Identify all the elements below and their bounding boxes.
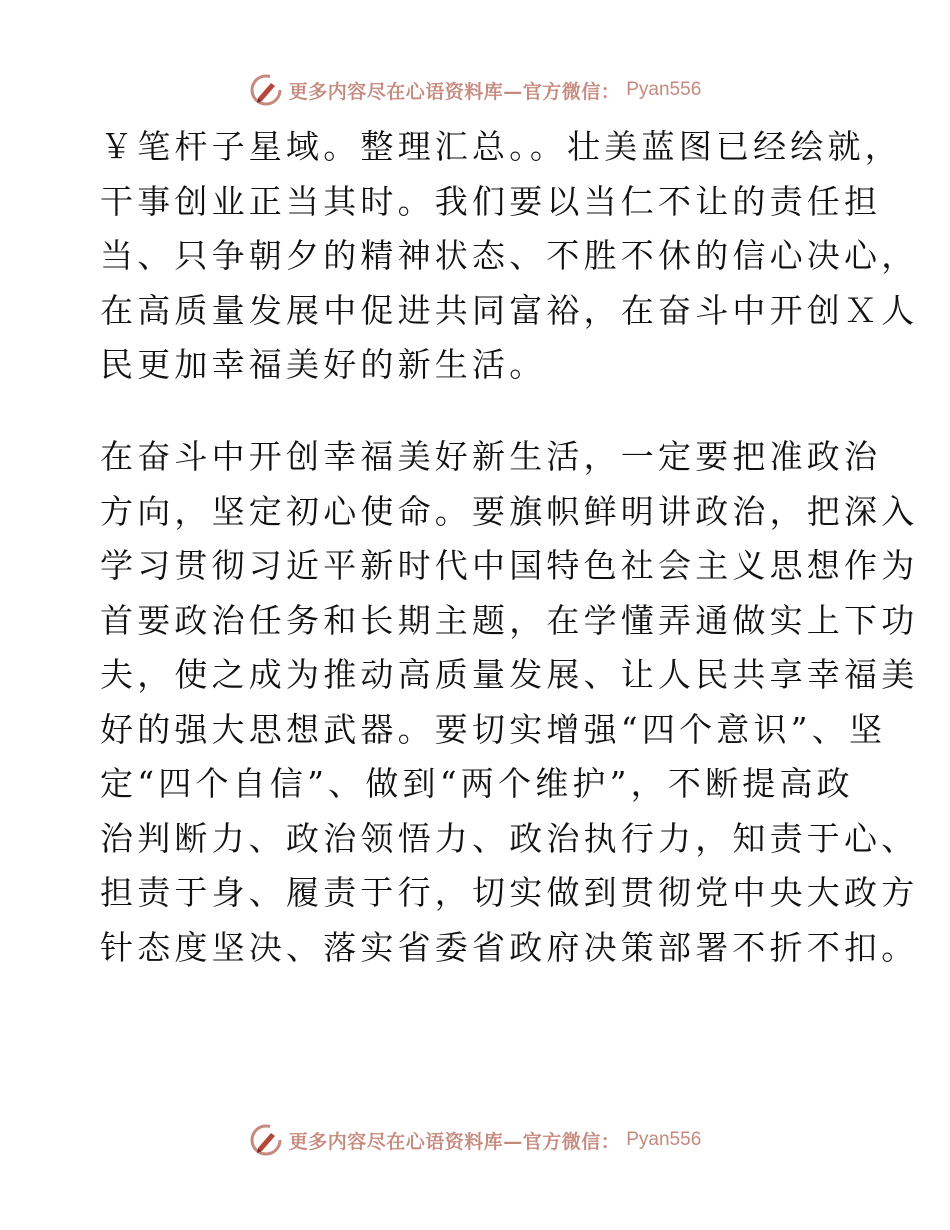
- text-line: 担责于身、履责于行，切实做到贯彻党中央大政方: [100, 873, 919, 912]
- paragraph-2: [100, 430, 919, 975]
- text-line: 在奋斗中开创幸福美好新生活，一定要把准政治: [100, 437, 882, 476]
- watermark-account: Pyan556: [626, 79, 702, 100]
- text-line: 针态度坚决、落实省委省政府决策部署不折不扣。: [100, 927, 919, 967]
- text-line: 首要政治任务和长期主题，在学懂弄通做实上下功: [100, 600, 919, 640]
- text-line: 学习贯彻习近平新时代中国特色社会主义思想作为: [100, 546, 919, 585]
- text-line: 定“四个自信”、做到“两个维护”，不断提高政: [100, 764, 854, 803]
- watermark-text: 更多内容尽在心语资料库—官方微信：: [288, 80, 621, 103]
- paragraph-1: [100, 120, 919, 393]
- pen-logo-icon: [249, 1123, 283, 1157]
- text-line: 干事创业正当其时。我们要以当仁不让的责任担: [100, 181, 882, 221]
- text-line: 方向，坚定初心使命。要旗帜鲜明讲政治，把深入: [100, 491, 919, 531]
- watermark-text: 更多内容尽在心语资料库—官方微信：: [288, 1130, 621, 1153]
- text-line: ￥笔杆子星域。整理汇总。。壮美蓝图已经绘就，: [100, 127, 902, 166]
- text-line: 治判断力、政治领悟力、政治执行力，知责于心、: [100, 818, 919, 858]
- watermark-account: Pyan556: [626, 1129, 702, 1150]
- text-line: 民更加幸福美好的新生活。: [100, 345, 547, 384]
- footer-watermark: [0, 1120, 950, 1160]
- text-line: 夫，使之成为推动高质量发展、让人民共享幸福美: [100, 655, 919, 694]
- text-line: 当、只争朝夕的精神状态、不胜不休的信心决心，: [100, 236, 919, 275]
- pen-logo-icon: [249, 73, 283, 107]
- header-watermark: [0, 70, 950, 110]
- text-line: 在高质量发展中促进共同富裕，在奋斗中开创Ｘ人: [100, 290, 919, 330]
- text-line: 好的强大思想武器。要切实增强“四个意识”、坚: [100, 709, 887, 749]
